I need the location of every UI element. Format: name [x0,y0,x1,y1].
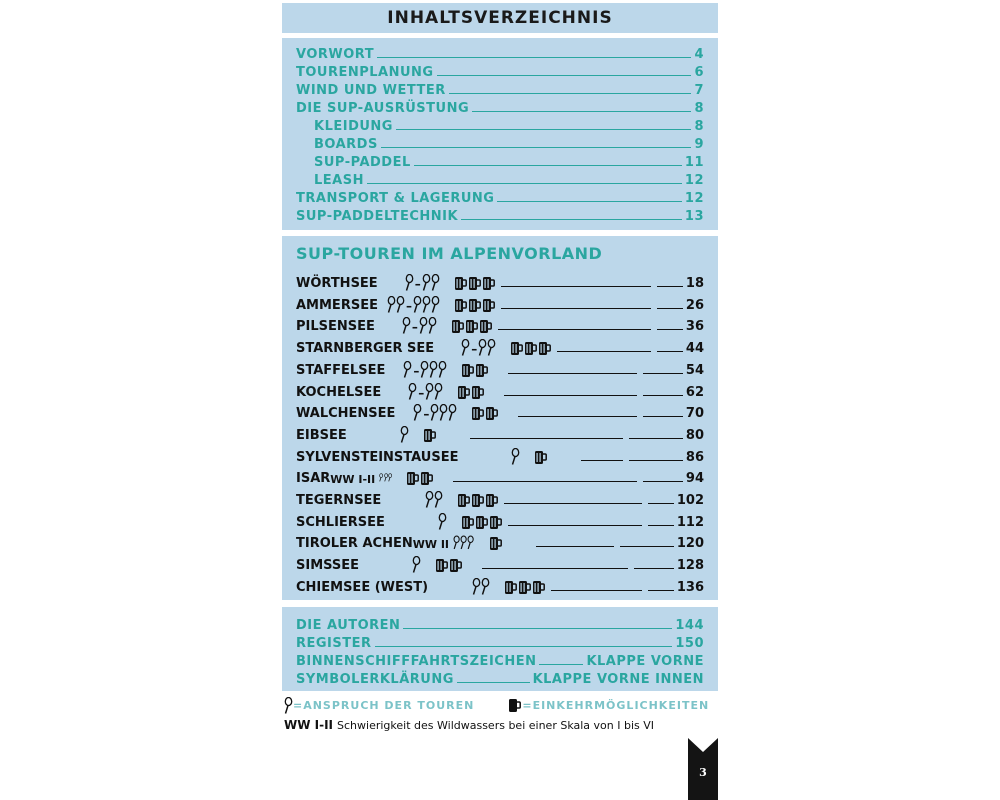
toc-entry[interactable] [314,134,704,152]
paddle-icon [425,383,434,400]
leader-line [657,329,683,330]
tour-entry[interactable] [296,380,704,400]
leader-line [620,546,674,547]
ww-grade: WW II [412,538,450,552]
difficulty-rating [385,513,447,530]
paddle-icon [412,556,421,573]
range-dash: – [405,298,412,313]
toc-entry[interactable] [314,152,704,170]
beer-mug-icon [518,579,531,595]
tour-symbols [458,448,578,465]
entry-page: 80 [685,427,704,443]
tour-entry[interactable] [296,445,704,465]
leader-line [504,395,637,396]
entry-page: 18 [685,276,704,291]
entry-label: ISAR [296,471,331,487]
leader-line [470,438,623,439]
entry-label: WALCHENSEE [296,406,396,422]
tour-symbols [434,339,554,356]
entry-label: WIND UND WETTER [296,83,446,98]
exit-rating [454,275,498,291]
range-dash: – [411,320,418,335]
tour-entry[interactable] [296,293,704,313]
entry-label: AMMERSEE [296,297,378,313]
paddle-icon [448,404,457,421]
entry-page: KLAPPE VORNE INNEN [532,672,704,687]
leader-line [472,111,691,112]
paddle-icon [425,491,434,508]
entry-label: DIE SUP-AUSRÜSTUNG [296,101,470,116]
leader-line [414,165,682,166]
leader-line [396,129,691,130]
entry-page: 8 [694,119,704,134]
toc-entry[interactable] [296,80,704,98]
leader-line [581,460,622,461]
leader-line [648,525,674,526]
leader-line [501,308,651,309]
entry-label: BINNENSCHIFFFAHRTSZEICHEN [296,654,537,669]
leader-line [457,682,530,683]
tour-entry[interactable] [296,336,704,356]
difficulty-rating [458,448,520,465]
beer-mug-icon [538,340,551,356]
beer-mug-icon [475,362,488,378]
beer-mug-icon [465,318,478,334]
ww-note [284,718,654,732]
beer-mug-icon [508,697,521,713]
tour-symbols [385,513,505,530]
leader-line [497,201,681,202]
exit-rating [461,362,505,378]
entry-label: VORWORT [296,47,375,62]
entry-page: 62 [685,384,704,400]
difficulty-rating [381,491,443,508]
entry-label: BOARDS [314,137,378,152]
tour-entry[interactable] [296,575,704,595]
paddle-icon [472,578,481,595]
entry-label: WÖRTHSEE [296,276,378,291]
title-band [282,3,718,33]
tour-symbols [381,383,501,400]
paddle-icon [413,296,422,313]
paddle-icon [408,383,417,400]
difficulty-rating [434,339,496,356]
entry-page: 70 [685,406,704,422]
exit-rating [489,535,533,551]
leader-line [643,481,683,482]
tour-entry[interactable] [296,531,704,551]
exit-rating [471,405,515,421]
entry-label: SIMSSEE [296,558,360,574]
entry-page: 120 [676,536,704,552]
beer-mug-icon [489,514,502,530]
beer-mug-icon [449,557,462,573]
paddle-icon [511,448,520,465]
leader-line [498,329,651,330]
paddle-icon [419,317,428,334]
exit-rating [510,340,554,356]
toc-entry[interactable] [296,62,704,80]
tour-symbols [347,426,467,443]
toc-entry[interactable] [296,188,704,206]
legend-exits [508,697,709,713]
leader-line [375,646,673,647]
leader-line [367,183,682,184]
beer-mug-icon [471,492,484,508]
appendix-section [282,607,718,691]
paddle-icon [434,383,443,400]
toc-entry[interactable] [314,116,704,134]
toc-entry[interactable] [296,633,704,651]
difficulty-rating [378,296,440,313]
leader-line [643,416,683,417]
difficulty-rating [359,556,421,573]
entry-page: 6 [694,65,704,80]
entry-page: 112 [676,514,704,530]
paddle-icon [460,534,467,551]
paddle-icon [413,404,422,421]
beer-mug-icon [532,579,545,595]
range-dash: – [414,277,421,291]
beer-mug-icon [482,275,495,291]
leader-line [648,503,674,504]
tour-entry[interactable] [296,423,704,443]
beer-mug-icon [435,557,448,573]
tour-symbols [428,578,548,595]
tour-symbols [395,404,515,421]
toc-entry[interactable] [296,615,704,633]
entry-label: DIE AUTOREN [296,618,401,633]
leader-line [557,351,651,352]
paddle-icon [428,317,437,334]
entry-page: 86 [685,449,704,465]
leader-line [518,416,637,417]
exit-rating [457,492,501,508]
beer-mug-icon [479,318,492,334]
tour-entry[interactable] [296,314,704,334]
entry-page: 12 [684,173,704,188]
ww-text: Schwierigkeit des Wildwassers bei einer Skala von I bis VI [337,719,655,732]
beer-mug-icon [461,362,474,378]
leader-line [449,93,692,94]
tour-symbols [359,556,479,573]
paddle-icon [387,296,396,313]
entry-page: 26 [685,297,704,313]
difficulty-rating [347,426,409,443]
leader-line [551,590,642,591]
entry-page: 94 [685,471,704,487]
toc-entry[interactable] [296,669,704,687]
legend-difficulty [284,697,474,714]
tours-section [282,236,718,600]
entry-page: 54 [685,362,704,378]
beer-mug-icon [482,297,495,313]
paddle-icon [481,578,490,595]
entry-page: 9 [694,137,704,152]
paddle-icon [402,317,411,334]
paddle-icon [422,296,431,313]
paddle-icon [431,274,440,291]
beer-mug-icon [489,535,502,551]
paddle-icon [429,361,438,378]
entry-label: SCHLIERSEE [296,514,385,530]
beer-mug-icon [468,297,481,313]
paddle-icon [434,491,443,508]
leader-line [453,481,637,482]
leader-line [629,460,683,461]
beer-mug-icon [485,492,498,508]
paddle-icon [461,339,470,356]
paddle-icon [420,361,429,378]
entry-page: 44 [685,341,704,357]
beer-mug-icon [454,275,467,291]
entry-label: TEGERNSEE [296,493,382,508]
entry-label: TIROLER ACHEN [296,536,413,552]
paddle-icon [439,404,448,421]
leader-line [508,373,637,374]
beer-mug-icon [451,318,464,334]
range-dash: – [413,363,420,378]
paddle-icon [400,426,409,443]
beer-mug-icon [454,297,467,313]
difficulty-rating [378,274,440,291]
beer-mug-icon [485,405,498,421]
page-number: 3 [699,766,707,779]
entry-label: REGISTER [296,636,372,651]
entry-label: LEASH [314,173,364,188]
beer-mug-icon [471,405,484,421]
entry-label: SYLVENSTEINSTAUSEE [296,449,459,465]
leader-line [437,75,692,76]
beer-mug-icon [534,449,547,465]
beer-mug-icon [420,470,433,486]
beer-mug-icon [504,579,517,595]
ww-grade: WW I-II [330,473,376,487]
exit-rating [435,557,479,573]
tour-entry[interactable] [296,401,704,421]
toc-entry[interactable] [314,170,704,188]
paddle-icon [487,339,496,356]
entry-page: 11 [684,155,704,170]
paddle-icon [422,274,431,291]
leader-line [657,308,683,309]
paddle-icon [453,534,460,551]
tour-symbols [378,296,498,313]
leader-line [643,395,683,396]
exit-rating [423,427,467,443]
tour-symbols [375,317,495,334]
leader-line [377,57,691,58]
beer-mug-icon [457,492,470,508]
entry-label: CHIEMSEE (WEST) [296,579,429,595]
leader-line [657,351,683,352]
entry-page: 36 [685,319,704,335]
leader-line [403,628,672,629]
difficulty-rating [381,383,443,400]
tour-entry[interactable] [296,466,704,486]
beer-mug-icon [461,514,474,530]
entry-label: SUP-PADDELTECHNIK [296,209,459,224]
exit-rating [454,297,498,313]
leader-line [508,525,642,526]
leader-line [504,503,642,504]
entry-label: PILSENSEE [296,319,375,335]
entry-page: 150 [675,636,704,651]
leader-line [461,219,682,220]
leader-line [648,590,674,591]
beer-mug-icon [471,384,484,400]
entry-page: 128 [676,558,704,574]
entry-label: SYMBOLERKLÄRUNG [296,672,454,687]
ww-code: WW I-II [284,718,334,732]
tour-entry[interactable] [296,510,704,530]
leader-line [629,438,683,439]
leader-line [539,664,583,665]
tours-heading: SUP-TOUREN IM ALPENVORLAND [296,244,603,263]
entry-label: KOCHELSEE [296,384,382,400]
entry-page: KLAPPE VORNE [586,654,704,669]
page-title: INHALTSVERZEICHNIS [387,8,613,28]
difficulty-rating [413,534,475,551]
exit-rating [457,384,501,400]
toc-entry[interactable] [296,651,704,669]
toc-entry[interactable] [296,206,704,224]
exit-rating [534,449,578,465]
beer-mug-icon [524,340,537,356]
entry-page: 7 [694,83,704,98]
legend [284,696,724,714]
difficulty-rating [375,317,437,334]
exit-rating [461,514,505,530]
beer-mug-icon [457,384,470,400]
paddle-icon [403,361,412,378]
entry-page: 136 [676,579,704,595]
leader-line [381,147,692,148]
paddle-icon [430,404,439,421]
leader-line [634,568,674,569]
tour-entry[interactable] [296,271,704,291]
toc-entry[interactable] [296,44,704,62]
exit-rating [406,470,450,486]
tour-symbols [378,274,498,291]
paddle-icon [478,339,487,356]
exit-rating [451,318,495,334]
general-section [282,38,718,230]
difficulty-rating [385,361,447,378]
exit-rating [504,579,548,595]
paddle-icon [467,534,474,551]
leader-line [536,546,614,547]
leader-line [657,286,683,287]
entry-label: EIBSEE [296,427,347,443]
tour-entry[interactable] [296,358,704,378]
beer-mug-icon [468,275,481,291]
range-dash: – [423,407,430,422]
entry-label: STARNBERGER SEE [296,341,435,357]
beer-mug-icon [423,427,436,443]
range-dash: – [471,342,478,357]
entry-page: 12 [684,191,704,206]
leader-line [501,286,651,287]
tour-symbols [413,534,533,551]
paddle-icon [396,296,405,313]
tour-symbols [385,361,505,378]
range-dash: – [418,385,425,400]
entry-page: 8 [694,101,704,116]
paddle-icon [405,274,414,291]
difficulty-rating [395,404,457,421]
entry-label: TOURENPLANUNG [296,65,434,80]
leader-line [482,568,628,569]
entry-page: 4 [694,47,704,62]
paddle-icon [284,697,293,714]
paddle-icon [388,469,392,486]
difficulty-rating [428,578,490,595]
difficulty-rating [330,469,392,486]
entry-page: 144 [675,618,704,633]
entry-label: TRANSPORT & LAGERUNG [296,191,495,206]
leader-line [643,373,683,374]
tour-entry[interactable] [296,488,704,508]
entry-label: SUP-PADDEL [314,155,411,170]
entry-label: KLEIDUNG [314,119,393,134]
beer-mug-icon [510,340,523,356]
paddle-icon [431,296,440,313]
legend-difficulty-text: =ANSPRUCH DER TOUREN [293,698,475,712]
entry-page: 13 [684,209,704,224]
toc-entry[interactable] [296,98,704,116]
tour-symbols [381,491,501,508]
legend-exits-text: =EINKEHRMÖGLICHKEITEN [522,698,710,712]
paddle-icon [438,361,447,378]
entry-page: 102 [676,493,704,508]
beer-mug-icon [406,470,419,486]
tour-entry[interactable] [296,553,704,573]
beer-mug-icon [475,514,488,530]
paddle-icon [438,513,447,530]
tour-symbols [330,469,450,486]
entry-label: STAFFELSEE [296,362,386,378]
